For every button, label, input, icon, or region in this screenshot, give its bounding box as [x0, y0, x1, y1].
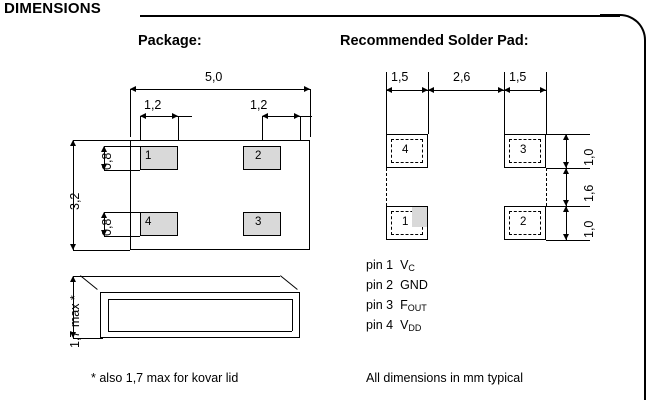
arrow-right-15b	[540, 87, 546, 93]
ext-line-pad-left-b	[178, 116, 179, 140]
ext-line-thickness-top	[73, 276, 83, 277]
arrow-left-26	[428, 87, 434, 93]
side-view-inner-bottom	[108, 331, 292, 332]
arrow-up-10b	[563, 206, 569, 212]
solder-dim-label-16: 1,6	[582, 184, 596, 202]
header-corner-bracket	[600, 14, 646, 74]
right-border-line	[644, 40, 646, 400]
solder-pad-3-number: 3	[520, 144, 527, 156]
solder-dim-label-10a: 1,0	[582, 148, 596, 166]
kovar-lid-footnote: * also 1,7 max for kovar lid	[91, 371, 239, 385]
reference-outline-right	[546, 168, 547, 206]
arrow-down-10b	[563, 234, 569, 240]
ext-line-pad-right-b	[300, 116, 301, 140]
dim-label-width-50: 5,0	[205, 70, 223, 84]
solder-ext-v2	[428, 72, 429, 134]
ext-line-left-50	[130, 89, 131, 137]
package-section-title: Package:	[138, 33, 202, 49]
pin-row-1-subscript: C	[408, 263, 415, 273]
side-top-back-edge	[80, 276, 280, 277]
ext-line-right-50	[310, 89, 311, 137]
ext-line-top-32	[73, 140, 130, 141]
solder-ext-v3	[504, 72, 505, 134]
pin-row-4-subscript: DD	[408, 323, 422, 333]
solder-ext-v4	[546, 72, 547, 134]
solder-pad-2-number: 2	[520, 216, 527, 228]
ext-line-pad-top-a	[104, 146, 140, 147]
dim-label-thickness: 1,7 max *	[68, 295, 82, 348]
dim-label-pad-left-12: 1,2	[144, 98, 162, 112]
arrow-up-16	[563, 168, 569, 174]
arrow-left-15a	[386, 87, 392, 93]
side-view-inner-right	[292, 299, 293, 331]
header-rule	[140, 15, 620, 17]
pin-row-1	[366, 258, 415, 273]
ext-line-pad-right-a	[262, 116, 263, 140]
pin-row-3-label: pin 3	[366, 298, 394, 312]
pin-row-1-label: pin 1	[366, 258, 394, 272]
side-view-inner-top	[108, 299, 292, 300]
dim-label-pad-right-12: 1,2	[250, 98, 268, 112]
dim-ext-pad-right-12	[300, 116, 312, 117]
dim-line-width-50	[130, 89, 310, 90]
solder-dim-label-15a: 1,5	[391, 70, 409, 84]
solder-ext-v1	[386, 72, 387, 134]
pin-row-1-signal: V	[400, 258, 409, 272]
dim-label-pad-top-08: 0,8	[100, 152, 114, 170]
pin-row-2-label: pin 2	[366, 278, 394, 292]
solder-pad-1-chamfer-mark	[412, 207, 427, 227]
solder-dim-label-10b: 1,0	[582, 220, 596, 238]
solder-pad-1-number: 1	[402, 216, 409, 228]
pin-row-4	[366, 318, 421, 333]
side-top-left-edge	[80, 275, 98, 290]
page-title: DIMENSIONS	[4, 0, 102, 17]
solder-ext-h4	[546, 240, 590, 241]
reference-outline-left	[386, 168, 387, 206]
package-pad-2	[243, 146, 281, 170]
package-pad-3-number: 3	[255, 216, 262, 228]
ext-line-pad-left-a	[140, 116, 141, 140]
dim-label-height-32: 3,2	[68, 192, 82, 210]
solder-section-title: Recommended Solder Pad:	[340, 33, 529, 49]
ext-line-pad-bottom-a	[104, 212, 140, 213]
ext-line-pad-top-b	[104, 170, 140, 171]
dim-label-pad-bottom-08: 0,8	[100, 218, 114, 236]
pin-row-3-subscript: OUT	[407, 303, 427, 313]
package-pad-2-number: 2	[255, 150, 262, 162]
solder-dim-label-26: 2,6	[453, 70, 471, 84]
package-pad-1-number: 1	[145, 150, 152, 162]
pin-row-4-signal: V	[400, 318, 409, 332]
pin-row-3-signal: F	[400, 298, 408, 312]
solder-dim-label-15b: 1,5	[509, 70, 527, 84]
pin-row-2-signal: GND	[400, 278, 428, 292]
side-top-right-edge	[280, 275, 298, 290]
arrow-up-10a	[563, 134, 569, 140]
solder-pad-4-number: 4	[402, 144, 409, 156]
pin-row-4-label: pin 4	[366, 318, 394, 332]
dim-ext-pad-left-12	[178, 116, 192, 117]
package-pad-3	[243, 212, 281, 236]
pin-row-3	[366, 298, 427, 313]
ext-line-pad-bottom-b	[104, 236, 140, 237]
package-pad-4-number: 4	[145, 216, 152, 228]
pin-row-2	[366, 278, 428, 293]
solder-dim-line-26	[428, 90, 504, 91]
ext-line-bottom-32	[73, 250, 130, 251]
arrow-left-15b	[504, 87, 510, 93]
units-note: All dimensions in mm typical	[366, 371, 523, 385]
side-view-inner-left	[108, 299, 109, 331]
